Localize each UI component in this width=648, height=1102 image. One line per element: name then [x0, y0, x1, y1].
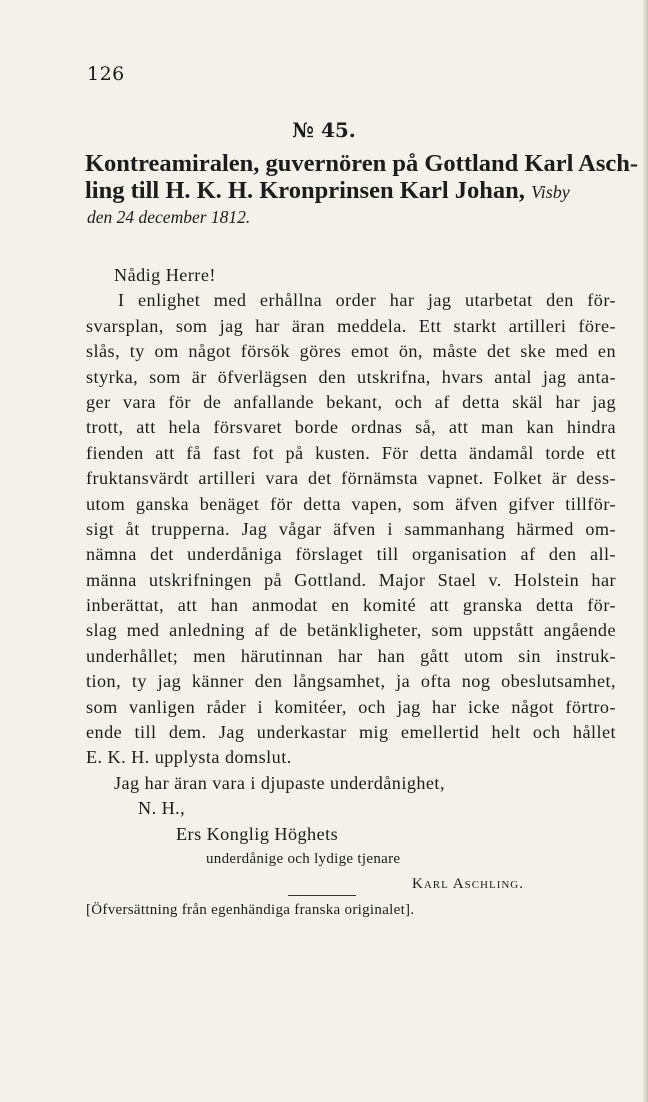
heading-recipient: ling till H. K. H. Kronprinsen Karl Johan,	[85, 177, 525, 204]
body-line: I enlighet med erhållna order har jag utarbetat den för-	[118, 290, 616, 311]
heading-date: den 24 december 1812.	[87, 207, 251, 227]
end-rule	[288, 895, 356, 896]
body-line: utom ganska benäget för detta vapen, som äfven gifver tillför-	[86, 493, 616, 514]
body-line: styrka, som är öfverlägsen den utskrifna, hvars antal jag anta-	[86, 366, 616, 387]
body-line: fienden att få fast fot på kusten. För detta ändamål torde ett	[86, 442, 616, 463]
letter-body	[86, 263, 616, 923]
page-edge-shadow	[642, 0, 648, 1102]
body-line: ger vara för de anfallande bekant, och af detta skäl har jag	[86, 391, 616, 412]
sender-initials: N. H.,	[138, 798, 186, 819]
body-line: fruktansvärdt artilleri vara det förnämsta vapnet. Folket är dess-	[86, 468, 616, 489]
body-line: svarsplan, som jag har äran meddela. Ett starkt artilleri före-	[86, 315, 616, 336]
document-number: № 45.	[292, 118, 356, 142]
body-line: tion, ty jag känner den långsamhet, ja ofta nog obeslutsamhet,	[86, 671, 616, 692]
body-line: ende till dem. Jag underkastar mig emellertid helt och hållet	[86, 722, 616, 743]
body-line: som vanligen råder i komitéer, och jag har icke något förtro-	[86, 696, 616, 717]
body-line: sigt åt trupperna. Jag vågar äfven i sammanhang härmed om-	[86, 518, 616, 539]
body-line: männa utskrifningen på Gottland. Major Stael v. Holstein har	[86, 569, 616, 590]
body-last-line: E. K. H. upplysta domslut.	[86, 747, 292, 768]
translation-note: [Öfversättning från egenhändiga franska originalet].	[86, 901, 415, 918]
page-number: 126	[87, 63, 125, 85]
heading-place: Visby	[531, 182, 570, 202]
signature: Karl Aschling.	[412, 876, 525, 893]
closing-formula: Jag har äran vara i djupaste underdånighet,	[114, 772, 445, 793]
address-line: Ers Konglig Höghets	[176, 823, 339, 844]
servant-line: underdånige och lydige tjenare	[206, 850, 401, 867]
salutation: Nådig Herre!	[114, 265, 216, 285]
body-line: nämna det underdåniga förslaget till organisation af den all-	[86, 544, 616, 565]
body-line: inberättat, att han anmodat en komité att granska detta för-	[86, 595, 616, 616]
body-line: underhållet; men härutinnan har han gått utom sin instruk-	[86, 645, 616, 666]
body-line: trott, att hela försvaret borde ordnas så, att man kan hindra	[86, 417, 616, 438]
letter-heading	[85, 150, 639, 231]
body-line: slås, ty om något försök göres emot ön, måste det ske med en	[86, 341, 616, 362]
heading-line-1: Kontreamiralen, guvernören på Gottland Karl Asch-	[85, 150, 639, 177]
body-line: slag med anledning af de betänkligheter, som uppstått angående	[86, 620, 616, 641]
heading-line-2	[85, 177, 617, 204]
